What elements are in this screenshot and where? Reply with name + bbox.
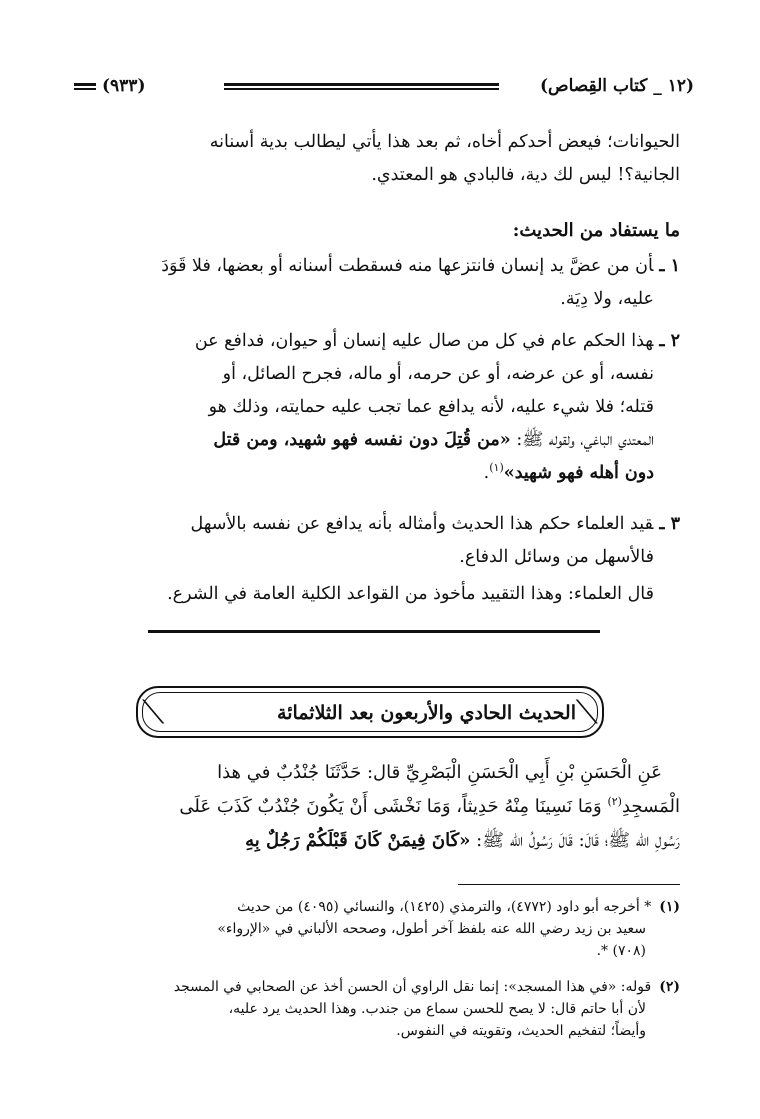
item-text: المعتدي الباغي، ولقوله ﷺ: <box>516 430 654 450</box>
footnote-number: (١) <box>659 899 680 915</box>
footnote-ref: (١) <box>489 461 504 475</box>
hadith-line: رَسُولِ الله ﷺ؛ قَالَ: قَالَ رَسُولُ الله ﷺ: <box>476 830 680 851</box>
item-text: قتله؛ فلا شيء عليه، لأنه يدافع عما تجب عليه حمايته، وذلك هو <box>208 397 654 417</box>
footnote-text: وأيضاً؛ لتفخيم الحديث، وتقويته في النفوس. <box>396 1023 646 1039</box>
item-text: أن من عضَّ يد إنسان فانتزعها منه فسقطت أسنانه أو بعضها، فلا قَوَدَ <box>161 256 654 276</box>
item-number: ١ ـ <box>659 256 680 276</box>
section-divider <box>148 630 600 633</box>
item-text: هذا الحكم عام في كل من صال عليه إنسان أو حيوان، فدافع عن <box>194 331 654 351</box>
benefit-item-1 <box>80 250 680 316</box>
hadith-quote: «كَانَ فِيمَنْ كَانَ قَبْلَكُمْ رَجُلٌ بِهِ <box>245 830 471 851</box>
item-text: قال العلماء: وهذا التقييد مأخوذ من القواعد الكلية العامة في الشرع. <box>167 584 654 604</box>
footnote-2 <box>80 976 680 1042</box>
hadith-text <box>80 756 680 858</box>
item-text: عليه، ولا دِيَة. <box>560 289 654 309</box>
hadith-line: عَنِ الْحَسَنِ بْنِ أَبِي الْحَسَنِ الْبَصْرِيِّ قال: حَدَّثَنَا جُنْدُبٌ في هذا <box>217 762 662 783</box>
footnote-text: لأن أبا حاتم قال: لا يصح للحسن سماع من جندب. وهذا الحديث يرد عليه، <box>228 1001 646 1017</box>
intro-line: الحيوانات؛ فيعض أحدكم أخاه، ثم بعد هذا يأتي ليطالب بدية أسنانه <box>209 132 680 152</box>
benefit-item-3 <box>80 508 680 611</box>
hadith-quote: «من قُتِلَ دون نفسه فهو شهيد، ومن قتل <box>213 430 511 450</box>
item-number: ٣ ـ <box>659 514 680 534</box>
page-number: (٩٣٣) <box>102 76 146 96</box>
running-header <box>74 74 694 100</box>
header-rule-left <box>74 83 96 90</box>
hadith-title-box <box>136 686 604 738</box>
ornament-right-icon: ⟋ <box>575 693 598 731</box>
item-text: فالأسهل من وسائل الدفاع. <box>459 547 654 567</box>
footnote-text: سعيد بن زيد رضي الله عنه بلفظ آخر أطول، وصححه الألباني في «الإرواء» <box>217 921 646 937</box>
footnote-text: * أخرجه أبو داود (٤٧٧٢)، والترمذي (١٤٢٥)، والنسائي (٤٠٩٥) من حديث <box>237 899 652 915</box>
footnote-ref: (٢) <box>607 795 622 808</box>
item-text: قيد العلماء حكم هذا الحديث وأمثاله بأنه يدافع عن نفسه بالأسهل <box>190 514 654 534</box>
footnote-text: (٧٠٨) *. <box>596 943 646 959</box>
ornament-left-icon: ⟋ <box>142 693 165 731</box>
hadith-quote: دون أهله فهو شهيد» <box>503 463 654 483</box>
header-rule-right <box>224 83 499 90</box>
footnote-rule <box>458 884 680 885</box>
benefit-item-2 <box>80 325 680 490</box>
intro-paragraph <box>80 126 680 192</box>
hadith-line: وَمَا نَسِينَا مِنْهُ حَدِيثاً، وَمَا نَخْشَى أَنْ يَكُونَ جُنْدُبٌ كَذَبَ عَلَى <box>179 796 602 817</box>
hadith-line: الْمَسجِدِ <box>621 796 680 817</box>
footnote-1 <box>80 896 680 962</box>
item-text: نفسه، أو عن عرضه، أو عن حرمه، أو ماله، فجرح الصائل، أو <box>222 364 654 384</box>
benefits-heading: ما يستفاد من الحديث: <box>512 220 680 241</box>
hadith-title: الحديث الحادي والأربعون بعد الثلاثمائة <box>277 702 576 724</box>
item-number: ٢ ـ <box>659 331 680 351</box>
intro-line: الجانية؟! ليس لك دية، فالبادي هو المعتدي. <box>371 165 680 185</box>
period: . <box>483 463 490 483</box>
chapter-title: (١٢ _ كتاب القِصاص) <box>540 76 694 96</box>
footnote-number: (٢) <box>659 979 680 995</box>
footnote-text: قوله: «في هذا المسجد»: إنما نقل الراوي أن الحسن أخذ عن الصحابي في المسجد <box>173 979 652 995</box>
